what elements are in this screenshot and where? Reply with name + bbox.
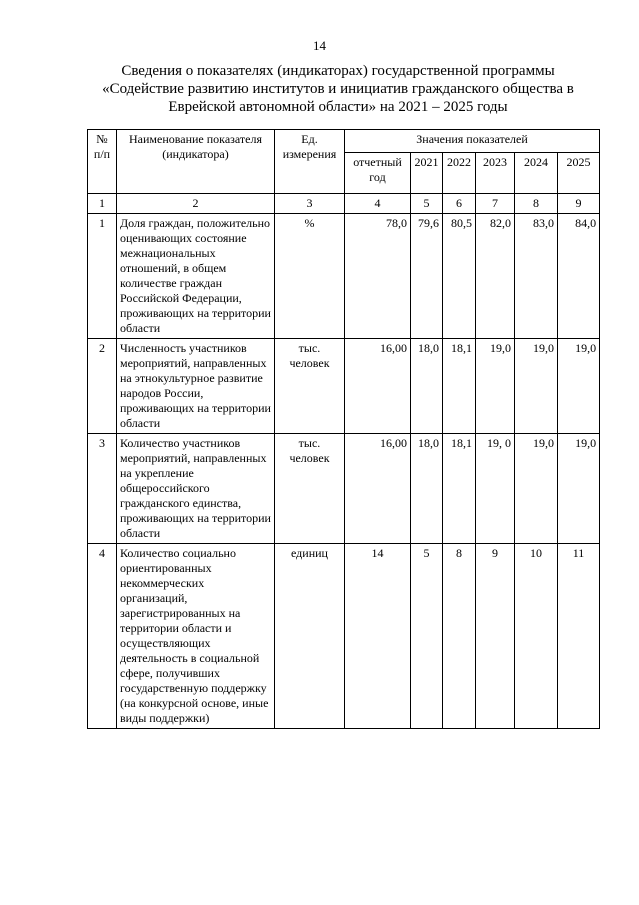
- column-index: 8: [515, 194, 558, 214]
- header-year: 2025: [558, 153, 600, 194]
- indicator-unit: тыс. человек: [275, 434, 345, 544]
- indicator-value: 19,0: [515, 434, 558, 544]
- indicator-unit: единиц: [275, 544, 345, 729]
- indicator-value: 84,0: [558, 214, 600, 339]
- row-num: 3: [88, 434, 117, 544]
- header-unit: Ед. измерения: [275, 130, 345, 194]
- indicator-value: 14: [345, 544, 411, 729]
- column-index: 7: [476, 194, 515, 214]
- indicators-table: [87, 129, 600, 729]
- header-year: 2024: [515, 153, 558, 194]
- table-row: [88, 544, 600, 729]
- column-index: 5: [411, 194, 443, 214]
- indicator-value: 16,00: [345, 434, 411, 544]
- indicator-value: 18,1: [443, 339, 476, 434]
- indicator-unit: %: [275, 214, 345, 339]
- header-year: отчетный год: [345, 153, 411, 194]
- indicator-value: 82,0: [476, 214, 515, 339]
- document-title: [88, 62, 588, 116]
- indicator-value: 19,0: [558, 434, 600, 544]
- row-num: 1: [88, 214, 117, 339]
- indicator-value: 5: [411, 544, 443, 729]
- indicator-value: 79,6: [411, 214, 443, 339]
- title-line: Еврейской автономной области» на 2021 – 2025 годы: [168, 99, 508, 115]
- column-index-row: [88, 194, 600, 214]
- title-line: «Содействие развитию институтов и инициатив гражданского общества в: [102, 81, 574, 97]
- header-values-group: Значения показателей: [345, 130, 600, 153]
- indicator-value: 80,5: [443, 214, 476, 339]
- header-num: № п/п: [88, 130, 117, 194]
- column-index: 9: [558, 194, 600, 214]
- indicator-value: 19,0: [558, 339, 600, 434]
- indicator-name: Количество участников мероприятий, направленных на укрепление общероссийского гражданского единства, проживающих на территории области: [117, 434, 275, 544]
- table-row: [88, 214, 600, 339]
- indicator-value: 16,00: [345, 339, 411, 434]
- indicator-value: 19, 0: [476, 434, 515, 544]
- table-row: [88, 339, 600, 434]
- table-row: [88, 434, 600, 544]
- indicator-value: 18,0: [411, 339, 443, 434]
- indicator-name: Численность участников мероприятий, направленных на этнокультурное развитие народов России, проживающих на территории области: [117, 339, 275, 434]
- column-index: 2: [117, 194, 275, 214]
- header-name: Наименование показателя (индикатора): [117, 130, 275, 194]
- header-year: 2021: [411, 153, 443, 194]
- indicator-value: 19,0: [515, 339, 558, 434]
- indicator-value: 78,0: [345, 214, 411, 339]
- indicator-value: 83,0: [515, 214, 558, 339]
- header-row: [88, 130, 600, 153]
- column-index: 6: [443, 194, 476, 214]
- row-num: 2: [88, 339, 117, 434]
- header-year: 2023: [476, 153, 515, 194]
- indicator-value: 18,1: [443, 434, 476, 544]
- column-index: 4: [345, 194, 411, 214]
- column-index: 3: [275, 194, 345, 214]
- indicator-name: Доля граждан, положительно оценивающих состояние межнациональных отношений, в общем количестве граждан Российской Федерации, проживающих на территории области: [117, 214, 275, 339]
- indicator-value: 8: [443, 544, 476, 729]
- indicator-value: 18,0: [411, 434, 443, 544]
- indicator-name: Количество социально ориентированных некоммерческих организаций, зарегистрированных на территории области и осуществляющих деятельность в социальной сфере, получивших государственную поддержку (на конкурсной основе, иные виды поддержки): [117, 544, 275, 729]
- row-num: 4: [88, 544, 117, 729]
- column-index: 1: [88, 194, 117, 214]
- indicator-value: 9: [476, 544, 515, 729]
- indicator-unit: тыс. человек: [275, 339, 345, 434]
- indicator-value: 11: [558, 544, 600, 729]
- indicator-value: 19,0: [476, 339, 515, 434]
- indicator-value: 10: [515, 544, 558, 729]
- title-line: Сведения о показателях (индикаторах) государственной программы: [121, 63, 555, 79]
- header-year: 2022: [443, 153, 476, 194]
- page-number: 14: [313, 38, 326, 53]
